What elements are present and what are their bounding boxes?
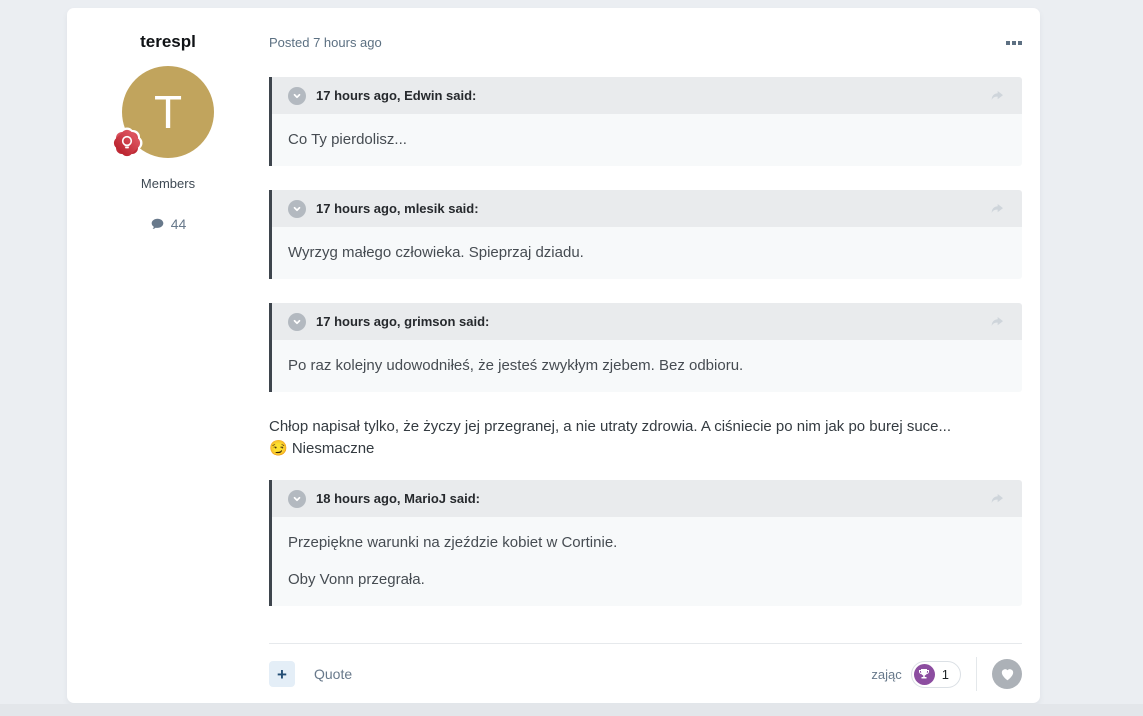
- quote-citation: 18 hours ago, MarioJ said:: [316, 491, 480, 506]
- reply-arrow-icon[interactable]: [988, 88, 1006, 104]
- quote-body: [272, 340, 1022, 392]
- reply-arrow-icon[interactable]: [988, 201, 1006, 217]
- quote-block: [269, 77, 1022, 166]
- post-content: [269, 77, 1022, 606]
- reply-arrow-icon[interactable]: [988, 314, 1006, 330]
- quote-header[interactable]: [272, 303, 1022, 340]
- quote-body: [272, 227, 1022, 279]
- quote-citation: 17 hours ago, grimson said:: [316, 314, 490, 329]
- multiquote-button[interactable]: [269, 661, 295, 687]
- chevron-down-icon[interactable]: [288, 490, 306, 508]
- reaction-summary[interactable]: [911, 661, 961, 688]
- quote-text: Wyrzyg małego człowieka. Spieprzaj dziadu.: [288, 244, 584, 261]
- quote-header[interactable]: [272, 77, 1022, 114]
- chevron-down-icon[interactable]: [288, 200, 306, 218]
- quote-block: [269, 190, 1022, 279]
- footer-vertical-divider: [976, 657, 977, 691]
- page-background-strip: [0, 704, 1143, 716]
- chevron-down-icon[interactable]: [288, 87, 306, 105]
- quote-text: Przepiękne warunki na zjeździe kobiet w Cortinie.: [288, 534, 618, 551]
- quote-text: Po raz kolejny udowodniłeś, że jesteś zwykłym zjebem. Bez odbioru.: [288, 357, 744, 374]
- comment-count-value: 44: [170, 216, 187, 232]
- post-body-text: Chłop napisał tylko, że życzy jej przegranej, a nie utraty zdrowia. A ciśniecie po nim jak po burej suce... 😏 Niesmaczne: [269, 418, 952, 457]
- like-button[interactable]: [992, 659, 1022, 689]
- quote-citation: 17 hours ago, mlesik said:: [316, 201, 479, 216]
- trophy-reaction-icon: [914, 664, 935, 685]
- rank-lightbulb-badge-icon: [108, 124, 146, 162]
- quote-header[interactable]: [272, 190, 1022, 227]
- speech-bubble-icon: [150, 217, 165, 231]
- author-name-link[interactable]: terespl: [140, 32, 196, 51]
- post-footer: [269, 643, 1022, 691]
- plus-icon: +: [277, 664, 287, 684]
- quote-block: [269, 303, 1022, 392]
- comment-count: [67, 216, 269, 232]
- quote-button[interactable]: Quote: [314, 666, 353, 682]
- post-card: [67, 8, 1040, 703]
- reply-arrow-icon[interactable]: [988, 491, 1006, 507]
- chevron-down-icon[interactable]: [288, 313, 306, 331]
- reaction-count: 1: [941, 666, 949, 682]
- quote-text: Oby Vonn przegrała.: [288, 571, 425, 588]
- quote-body: [272, 517, 1022, 606]
- post-options-icon[interactable]: [1006, 36, 1022, 50]
- avatar-letter: T: [153, 86, 183, 138]
- quote-block: [269, 480, 1022, 606]
- heart-icon: [999, 666, 1016, 682]
- post-timestamp-link[interactable]: Posted 7 hours ago: [269, 35, 382, 50]
- quote-header[interactable]: [272, 480, 1022, 517]
- reaction-user-link[interactable]: zając: [871, 666, 902, 682]
- quote-text: Co Ty pierdolisz...: [288, 131, 407, 148]
- avatar-wrap: [122, 66, 214, 158]
- member-group-label: Members: [140, 176, 196, 191]
- quote-body: [272, 114, 1022, 166]
- post-main: [269, 8, 1040, 703]
- author-pane: [67, 8, 269, 703]
- quote-citation: 17 hours ago, Edwin said:: [316, 88, 477, 103]
- footer-divider: [269, 643, 1022, 644]
- post-header: [269, 35, 1022, 50]
